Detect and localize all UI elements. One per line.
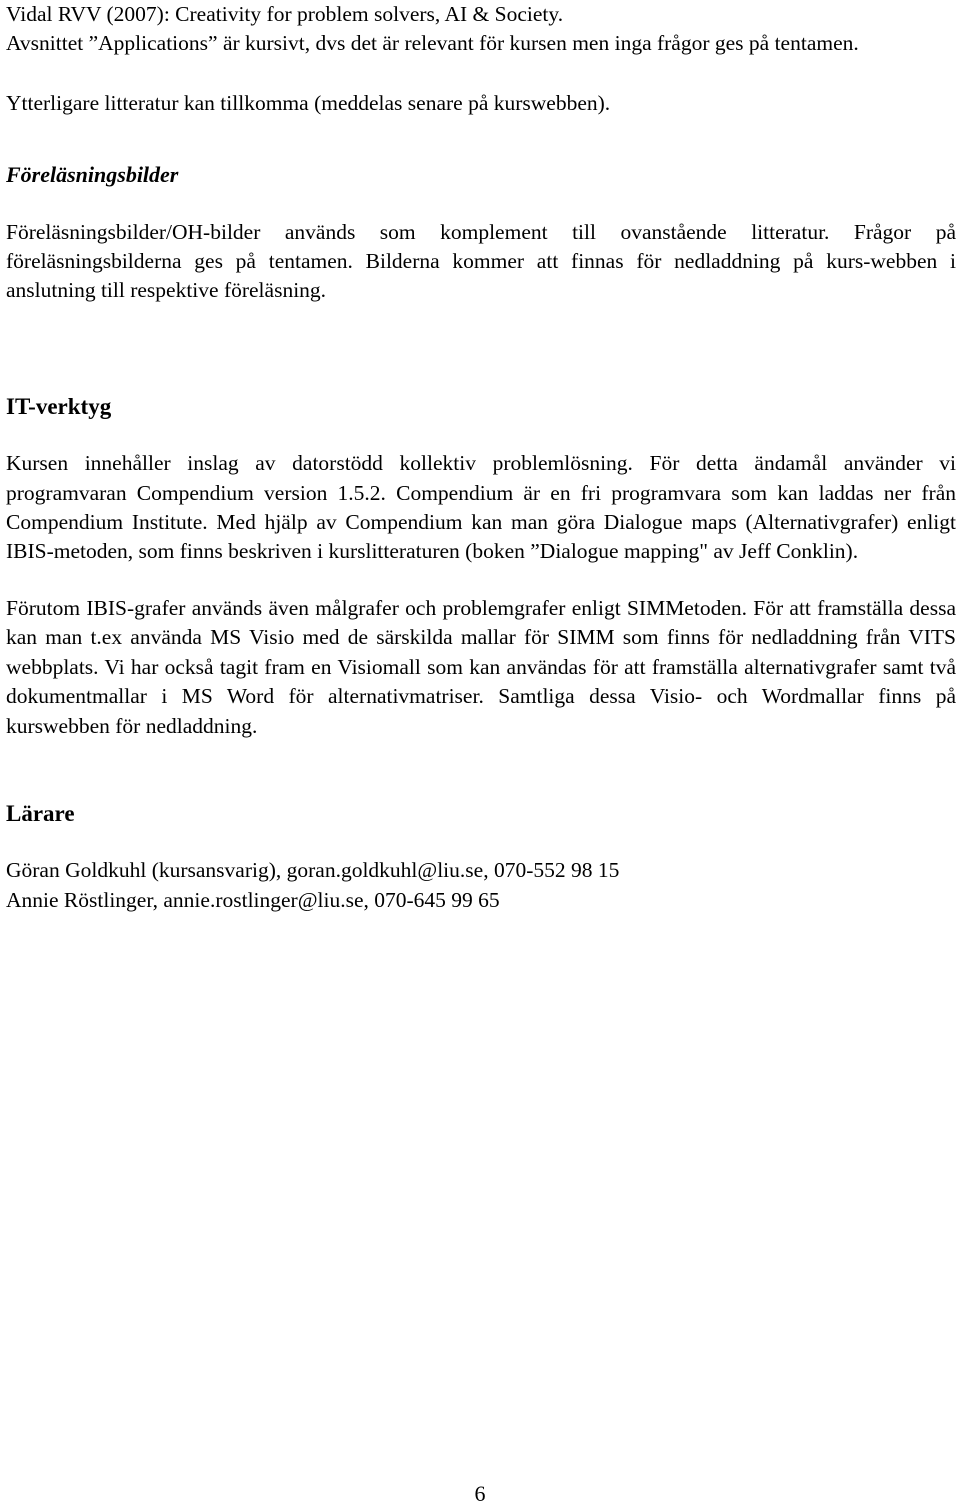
more-literature-note: Ytterligare litteratur kan tillkomma (meddelas senare på kurswebben). (6, 90, 611, 115)
intro-note: Avsnittet ”Applications” är kursivt, dvs det är relevant för kursen men inga frågor ges på tentamen. (6, 31, 859, 56)
teachers-heading: Lärare (6, 800, 75, 826)
document-page (6, 0, 956, 915)
page-number: 6 (474, 1481, 486, 1506)
lectures-paragraph: Föreläsningsbilder/OH-bilder används som komplement till ovanstående litteratur. Frågor på föreläsningsbilderna ges på tentamen. Bilderna kommer att finnas för nedladdning på kurs-webben i anslutning till respektive föreläsning. (6, 219, 956, 303)
it-tools-heading: IT-verktyg (6, 393, 112, 419)
intro-reference: Vidal RVV (2007): Creativity for problem solvers, AI & Society. (6, 2, 564, 26)
teachers-list (6, 856, 956, 915)
it-tools-paragraph-1: Kursen innehåller inslag av datorstödd kollektiv problemlösning. För detta ändamål använder vi programvaran Compendium version 1.5.2. Compendium är en fri programvara som kan laddas ner från Compendium Institute. Med hjälp av Compendium kan man göra Dialogue maps (Alternativgrafer) enligt IBIS-metoden, som finns beskriven i kurslitteraturen (boken ”Dialogue mapping" av Jeff Conklin). (6, 451, 956, 564)
it-tools-paragraph-2: Förutom IBIS-grafer används även målgrafer och problemgrafer enligt SIMMetoden. För att framställa dessa kan man t.ex använda MS Visio med de särskilda mallar för SIMM som finns för nedladdning från VITS webbplats. Vi har också tagit fram en Visiomall som kan användas för att framställa alternativgrafer samt två dokumentmallar i MS Word för alternativmatriser. Samtliga dessa Visio- och Wordmallar finns på kurswebben för nedladdning. (6, 595, 956, 738)
teacher-entry: Göran Goldkuhl (kursansvarig), goran.goldkuhl@liu.se, 070-552 98 15 (6, 858, 620, 883)
lectures-heading: Föreläsningsbilder (6, 162, 179, 188)
teacher-entry: Annie Röstlinger, annie.rostlinger@liu.se, 070-645 99 65 (6, 887, 500, 912)
